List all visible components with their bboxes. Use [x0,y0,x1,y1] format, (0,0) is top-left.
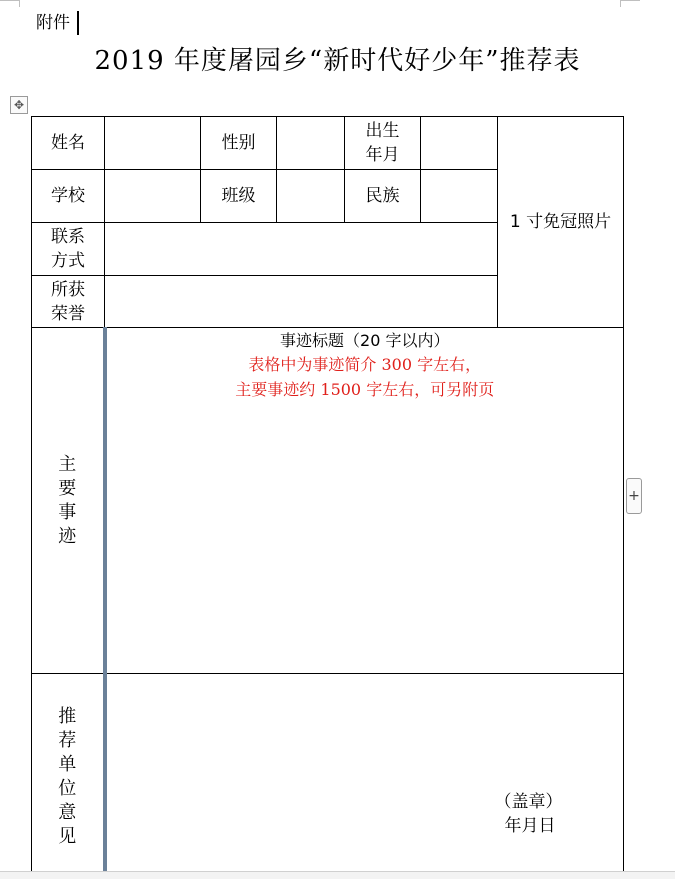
opinion-label [32,674,105,879]
move-handle-icon[interactable]: ✥ [10,96,28,114]
honors-label [32,276,105,328]
opinion-field[interactable] [105,674,624,879]
contact-field[interactable] [105,223,498,276]
photo-box[interactable]: 1 寸免冠照片 [498,117,624,328]
recommendation-form-table [31,116,624,879]
plus-icon[interactable]: + [626,478,642,514]
deeds-note-line: 表格中为事迹简介 300 字左右， [248,355,482,374]
contact-label-text: 联系方式 [51,227,85,271]
attachment-label[interactable]: 附件 [36,13,70,33]
birth-label [345,117,421,170]
ethnicity-field[interactable] [421,170,498,223]
birth-field[interactable] [421,117,498,170]
honors-label-text: 所获荣誉 [51,279,85,324]
gender-field[interactable] [277,117,345,170]
name-label: 姓名 [32,117,105,170]
date-text: 年月日 [504,816,556,836]
school-label: 学校 [32,170,105,223]
honors-field[interactable] [105,276,498,328]
class-field[interactable] [277,170,345,223]
ethnicity-label: 民族 [345,170,421,223]
page-corner-mark [620,0,640,7]
deeds-heading: 事迹标题（20 字以内） [280,331,450,350]
deeds-note-line: 主要事迹约 1500 字左右，可另附页 [235,380,495,399]
seal-text: （盖章） [494,792,563,812]
contact-label [32,223,105,276]
deeds-field[interactable] [105,328,624,674]
class-label: 班级 [201,170,277,223]
school-field[interactable] [105,170,201,223]
name-field[interactable] [105,117,201,170]
text-cursor [77,11,79,35]
document-title[interactable]: 2019 年度屠园乡“新时代好少年”推荐表 [94,46,581,76]
gender-label: 性别 [201,117,277,170]
deeds-label [32,328,105,674]
deeds-label-text: 主要事迹 [58,453,77,547]
opinion-label-text: 推荐单位意见 [58,705,77,847]
birth-label-text: 出生年月 [365,121,400,165]
status-bar-edge [0,871,675,879]
page-corner-mark [0,0,20,7]
